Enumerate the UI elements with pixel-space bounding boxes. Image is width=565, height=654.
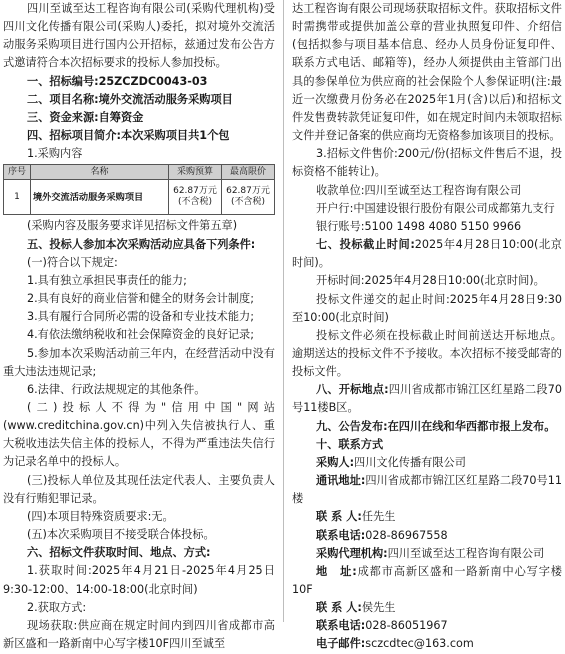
section-funding-source: 三、资金来源:自筹资金 <box>27 110 144 124</box>
access-time: 1.获取时间:2025年4月21日-2025年4月25日9:30-12:00、14:00-18:00(北京时间) <box>3 564 275 596</box>
left-column <box>3 0 275 653</box>
document-price: 3.招标文件售价:200元/份(招标文件售后不退，投标资格不能转让)。 <box>292 147 562 179</box>
agent-phone-line <box>292 617 562 635</box>
agent-line <box>292 545 562 563</box>
condition-item: 2.具有良好的商业信誉和健全的财务会计制度; <box>27 292 255 306</box>
buyer-phone-label: 联系电话: <box>316 528 366 542</box>
condition-item: 5.参加本次采购活动前三年内，在经营活动中没有重大违法违规记录; <box>3 346 275 378</box>
section-publication: 九、公告发布:在四川在线和华西都市报上发布。 <box>316 419 556 433</box>
agent-contact-value: 侯先生 <box>361 601 396 615</box>
agent-address-value: 成都市高新区盛和一路新南中心写字楼10F <box>292 564 562 596</box>
buyer-value: 四川文化传播有限公司 <box>354 455 466 469</box>
table-cell: 62.87万元(不含税) <box>222 180 275 215</box>
buyer-address-line <box>292 472 562 508</box>
buyer-contact-line <box>292 508 562 526</box>
condition-item: 4.有依法缴纳税收和社会保障资金的良好记录; <box>27 328 255 342</box>
column-header: 名称 <box>31 165 169 180</box>
submission-window: 投标文件递交的起止时间:2025年4月28日9:30至10:00(北京时间) <box>292 292 562 324</box>
table-header-row <box>4 165 275 180</box>
access-method-continued: 达工程咨询有限公司现场获取招标文件。获取招标文件时需携带或提供加盖公章的营业执照复印件、介绍信(包括拟参与项目基本信息、经办人员身份证复印件、联系方式电话、邮箱等)，经办人须提供由主管部门出具的参保单位为供应商的社会保险个人参保证明(注:最近一次缴费月份务必在2025年1月(含)以后)和招标文件发售费转款凭证复印件，如在规定时间内未领取招标文件并登记备案的供应商均无资格参加该项目的投标。 <box>292 2 562 143</box>
buyer-line <box>292 454 562 472</box>
access-method-text: 现场获取:供应商在规定时间内到四川省成都市高新区盛和一路新南中心写字楼10F四川至诚至 <box>3 618 275 650</box>
agent-contact-line <box>292 599 562 617</box>
section-contact: 十、联系方式 <box>316 437 384 451</box>
agent-phone-label: 联系电话: <box>316 619 366 633</box>
buyer-contact-value: 任先生 <box>361 510 396 524</box>
deadline-value: 2025年4月28日10:00(北京时间)。 <box>292 238 562 270</box>
agent-email-value: sczcdtec@163.com <box>365 637 474 651</box>
access-method-label: 2.获取方式: <box>27 600 87 614</box>
procurement-content-label: 1.采购内容 <box>27 147 83 161</box>
buyer-contact-label: 联 系 人: <box>316 510 362 524</box>
section-tender-number: 一、招标编号:25ZCZDC0043-03 <box>27 74 208 88</box>
table-cell: 62.87万元(不含税) <box>169 180 222 215</box>
condition-qualification: (四)本项目特殊资质要求:无。 <box>27 509 174 523</box>
agent-address-label: 地 址: <box>316 564 357 578</box>
buyer-label: 采购人: <box>316 455 355 469</box>
section-opening-location <box>292 381 562 417</box>
bank-account: 银行账号:5100 1498 4080 5150 9966 <box>316 219 522 233</box>
agent-email-line <box>292 635 562 653</box>
table-note: (采购内容及服务要求详见招标文件第五章) <box>27 219 238 233</box>
buyer-address-value: 四川省成都市锦江区红星路二段70号11楼 <box>292 474 562 506</box>
table-row <box>4 180 275 215</box>
section-bidder-requirements: 五、投标人参加本次采购活动应具备下列条件: <box>27 237 256 251</box>
intro-paragraph: 四川至诚至达工程咨询有限公司(采购代理机构)受四川文化传播有限公司(采购人)委托，拟对境外交流活动服务采购项目进行国内公开招标，兹通过发布公告方式邀请符合本次招标要求的投标人参加投标。 <box>3 2 275 70</box>
condition-credit: (二)投标人不得为"信用中国"网站(www.creditchina.gov.cn)中列入失信被执行人、重大税收违法失信主体的投标人，不得为严重违法失信行为记录名单中的投标人。 <box>3 400 275 469</box>
agent-phone-value: 028-86051967 <box>365 619 448 633</box>
agent-contact-label: 联 系 人: <box>316 601 362 615</box>
agent-label: 采购代理机构: <box>316 546 388 560</box>
opening-time: 开标时间:2025年4月28日10:00(北京时间)。 <box>316 274 545 288</box>
section-project-brief: 四、招标项目简介:本次采购项目共1个包 <box>27 129 230 143</box>
agent-address-line <box>292 563 562 599</box>
agent-email-label: 电子邮件: <box>316 637 366 651</box>
condition-heading: (一)符合以下规定: <box>27 255 118 269</box>
payee: 收款单位:四川至诚至达工程咨询有限公司 <box>316 183 522 197</box>
condition-bribery: (三)投标人单位及其现任法定代表人、主要负责人没有行贿犯罪记录。 <box>3 473 275 505</box>
deadline-heading: 七、投标截止时间: <box>316 238 415 252</box>
agent-value: 四川至诚至达工程咨询有限公司 <box>387 546 545 560</box>
buyer-phone-line <box>292 527 562 545</box>
condition-item: 1.具有独立承担民事责任的能力; <box>27 273 187 287</box>
opening-location-heading: 八、开标地点: <box>316 383 389 397</box>
condition-consortium: (五)本次采购项目不接受联合体投标。 <box>27 528 215 542</box>
right-column <box>292 0 562 654</box>
section-project-name: 二、项目名称:境外交流活动服务采购项目 <box>27 92 233 106</box>
bank: 开户行:中国建设银行股份有限公司成都第九支行 <box>316 201 555 215</box>
table-cell: 境外交流活动服务采购项目 <box>31 180 169 215</box>
buyer-phone-value: 028-86967558 <box>365 528 448 542</box>
submission-rules: 投标文件必须在投标截止时间前送达开标地点。逾期送达的投标文件不予接收。本次招标不接受邮寄的投标文件。 <box>292 328 562 379</box>
column-header: 采购预算 <box>169 165 222 180</box>
buyer-address-label: 通讯地址: <box>316 474 366 488</box>
opening-location-value: 四川省成都市锦江区红星路二段70号11楼B区。 <box>292 383 562 415</box>
condition-item: 6.法律、行政法规规定的其他条件。 <box>27 382 206 396</box>
procurement-table <box>3 164 275 215</box>
section-document-access: 六、招标文件获取时间、地点、方式: <box>27 546 211 560</box>
section-deadline <box>292 236 562 272</box>
column-header: 最高限价 <box>222 165 275 180</box>
condition-item: 3.具有履行合同所必需的设备和专业技术能力; <box>27 310 255 324</box>
column-header: 序号 <box>4 165 31 180</box>
table-cell: 1 <box>4 180 31 215</box>
column-divider <box>283 0 284 622</box>
